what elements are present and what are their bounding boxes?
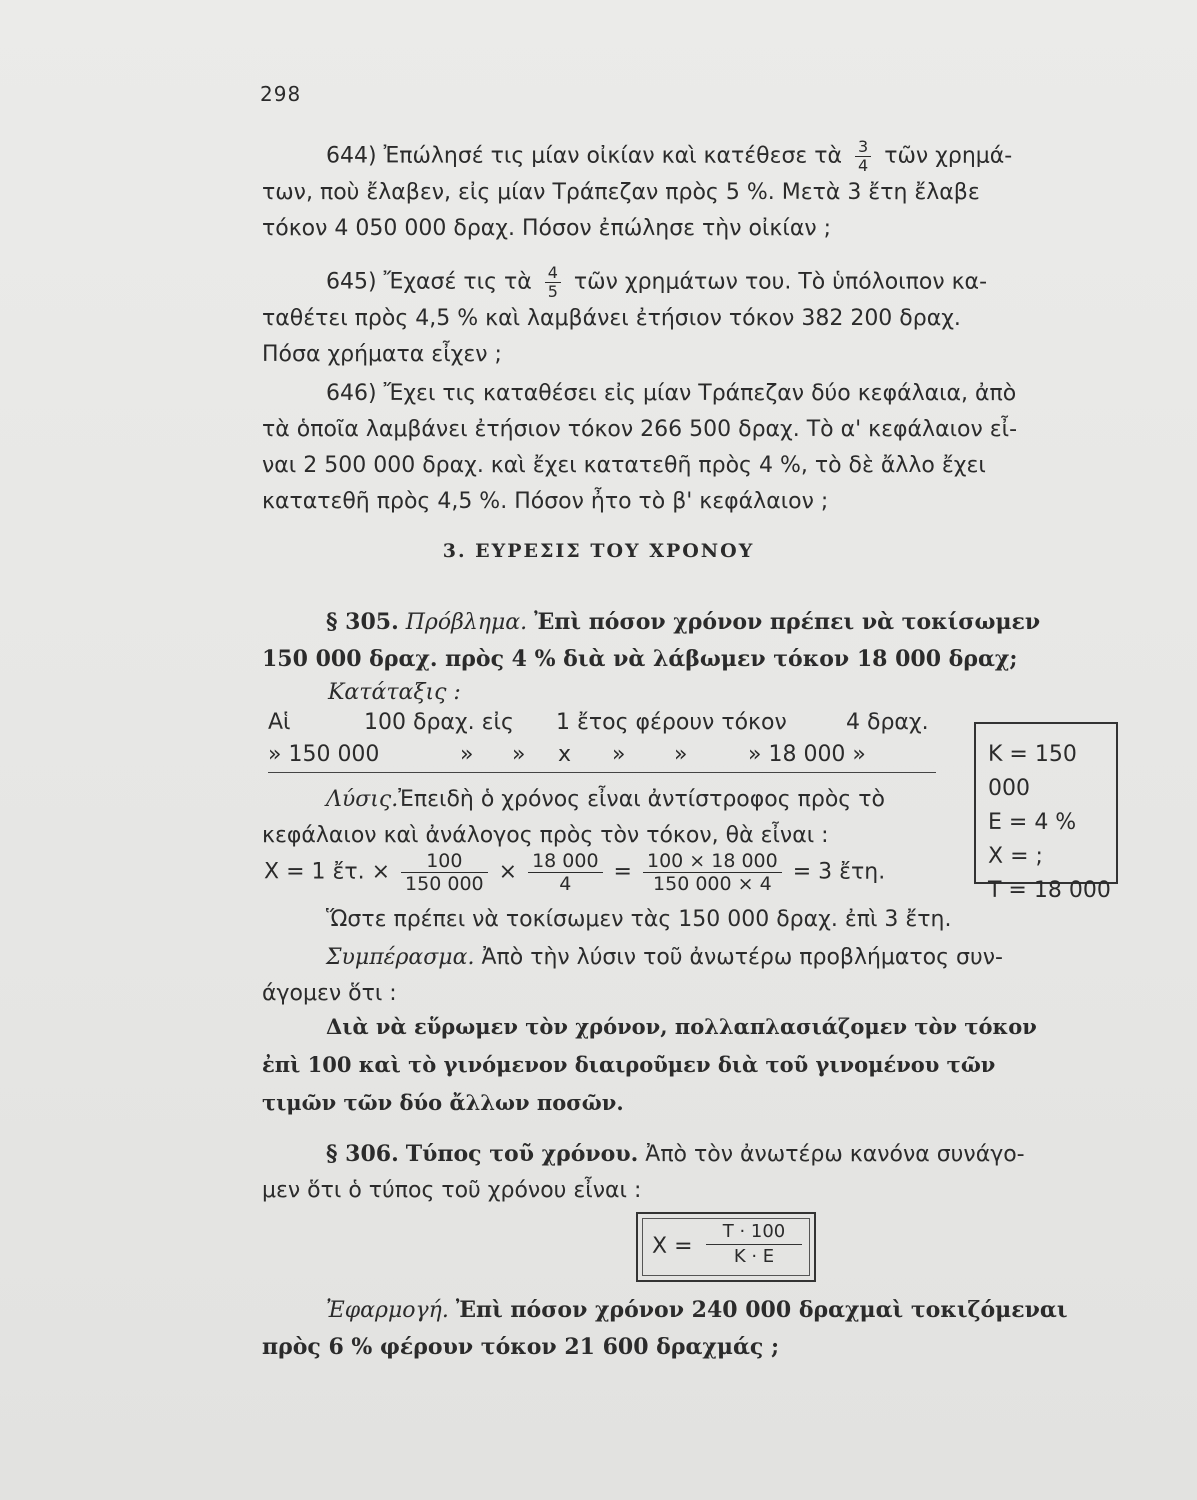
problem-text: κατατεθῆ πρὸς 4,5 %. Πόσον ἦτο τὸ β' κεφάλαιον ; bbox=[262, 489, 829, 514]
problem-text: τῶν χρημάτων του. Τὸ ὑπόλοιπον κα- bbox=[573, 269, 988, 295]
given-K: Κ = 150 000 bbox=[988, 742, 1077, 801]
formula-lhs: Χ = bbox=[652, 1234, 693, 1259]
divider-line bbox=[268, 772, 936, 773]
arrangement-row-1: Αἱ 100 δραχ. εἰς 1 ἔτος φέρουν τόκον 4 δραχ. bbox=[268, 710, 929, 735]
fraction: $\frac{3}{4}$ bbox=[855, 138, 871, 175]
conclusion: Ὥστε πρέπει νὰ τοκίσωμεν τὰς 150 000 δραχ. ἐπὶ 3 ἔτη. bbox=[326, 907, 952, 932]
problem-number: 646) bbox=[326, 381, 377, 406]
application: Ἐφαρμογή. Ἐπὶ πόσον χρόνον 240 000 δραχμαὶ τοκιζόμεναι πρὸς 6 % φέρουν τόκον 21 600 δραχμάς ; bbox=[262, 1297, 1068, 1360]
time-formula-box bbox=[636, 1212, 816, 1282]
formula-fraction: Τ · 100 Κ · Ε bbox=[706, 1220, 802, 1269]
given-T: Τ = 18 000 bbox=[988, 878, 1111, 903]
solution-text: Λύσις.Ἐπειδὴ ὁ χρόνος εἶναι ἀντίστροφος πρὸς τὸ κεφάλαιον καὶ ἀνάλογος πρὸς τὸν τόκον, θὰ εἶναι : bbox=[262, 787, 885, 848]
problem-text: Πόσα χρήματα εἶχεν ; bbox=[262, 342, 502, 367]
problem-text: τὰ ὁποῖα λαμβάνει ἐτήσιον τόκον 266 500 δραχ. Τὸ α' κεφάλαιον εἶ- bbox=[262, 417, 1018, 442]
rule-statement: Διὰ νὰ εὕρωμεν τὸν χρόνον, πολλαπλασιάζομεν τὸν τόκον ἐπὶ 100 καὶ τὸ γινόμενον διαιροῦμεν διὰ τοῦ γινομένου τῶν τιμῶν τῶν δύο ἄλλων ποσῶν. bbox=[262, 1014, 1037, 1115]
problem-text: Ἐπώλησέ τις μίαν οἰκίαν καὶ κατέθεσε τὰ bbox=[383, 143, 843, 169]
problem-label: Πρόβλημα. bbox=[405, 610, 528, 635]
problem-number: 644) bbox=[326, 143, 377, 169]
problem-text: τῶν χρημά- bbox=[884, 143, 1013, 169]
problem-text: των, ποὺ ἔλαβεν, εἰς μίαν Τράπεζαν πρὸς 5 %. Μετὰ 3 ἔτη ἔλαβε bbox=[262, 180, 980, 205]
section-305-problem bbox=[262, 604, 1152, 678]
section-306: § 306. Τύπος τοῦ χρόνου. Ἀπὸ τὸν ἀνωτέρω κανόνα συνάγο- μεν ὅτι ὁ τύπος τοῦ χρόνου εἶναι : bbox=[262, 1141, 1025, 1203]
problem-text: ταθέτει πρὸς 4,5 % καὶ λαμβάνει ἐτήσιον τόκον 382 200 δραχ. bbox=[262, 306, 961, 331]
problem-text: 150 000 δραχ. πρὸς 4 % διὰ νὰ λάβωμεν τόκον 18 000 δραχ; bbox=[262, 646, 1018, 672]
fraction: $\frac{4}{5}$ bbox=[545, 264, 561, 301]
paragraph-mark: § 306. bbox=[326, 1141, 399, 1167]
problem-text: Ἔχασέ τις τὰ bbox=[383, 269, 532, 295]
section-heading: Τύπος τοῦ χρόνου. bbox=[405, 1141, 639, 1167]
problem-text: ναι 2 500 000 δραχ. καὶ ἔχει κατατεθῆ πρὸς 4 %, τὸ δὲ ἄλλο ἔχει bbox=[262, 453, 986, 478]
problem-646 bbox=[262, 376, 1142, 520]
inference: Συμπέρασμα. Ἀπὸ τὴν λύσιν τοῦ ἀνωτέρω προβλήματος συν- άγομεν ὅτι : bbox=[262, 945, 1003, 1006]
problem-text: Ἐπὶ πόσον χρόνον πρέπει νὰ τοκίσωμεν bbox=[534, 609, 1041, 635]
inference-label: Συμπέρασμα. bbox=[326, 945, 475, 970]
problem-text: τόκον 4 050 000 δραχ. Πόσον ἐπώλησε τὴν οἰκίαν ; bbox=[262, 216, 832, 241]
application-label: Ἐφαρμογή. bbox=[326, 1298, 449, 1323]
solution-label: Λύσις. bbox=[326, 787, 399, 812]
paragraph-mark: § 305. bbox=[326, 609, 399, 635]
fraction: $\frac{100 \times 18 000}{150 000 \times 4}$ bbox=[643, 850, 782, 895]
fraction: $\frac{18 000}{4}$ bbox=[528, 850, 602, 895]
problem-text: Ἔχει τις καταθέσει εἰς μίαν Τράπεζαν δύο κεφάλαια, ἀπὸ bbox=[383, 381, 1017, 406]
calculation: Χ = 1 ἔτ. × $\frac{100}{150 000}$ × $\frac{18 000}{4}$ = $\frac{100 \times 18 000}{150 000 \times 4}$ = 3 ἔτη. bbox=[264, 850, 886, 895]
section-title: 3. ΕΥΡΕΣΙΣ ΤΟΥ ΧΡΟΝΟΥ bbox=[442, 540, 755, 562]
arrangement-row-2: » 150 000 » » x » » » 18 000 » bbox=[268, 742, 866, 767]
problem-645 bbox=[262, 264, 1142, 373]
given-X: Χ = ; bbox=[988, 844, 1043, 869]
given-E: Ε = 4 % bbox=[988, 810, 1077, 835]
given-values-box bbox=[974, 722, 1118, 903]
problem-644 bbox=[262, 138, 1142, 247]
page-number: 298 bbox=[260, 82, 302, 106]
arrangement-label: Κατάταξις : bbox=[328, 680, 461, 705]
problem-number: 645) bbox=[326, 269, 377, 295]
fraction: $\frac{100}{150 000}$ bbox=[401, 850, 488, 895]
